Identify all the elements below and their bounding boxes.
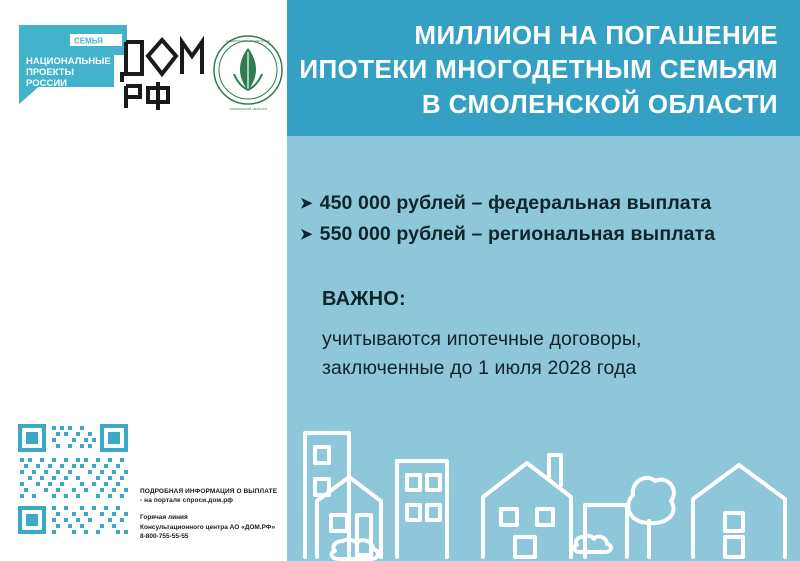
svg-text:АДМИНИСТРАЦИЯ РЕГИОНА: АДМИНИСТРАЦИЯ РЕГИОНА	[226, 39, 270, 43]
info-title: ПОДРОБНАЯ ИНФОРМАЦИЯ О ВЫПЛАТЕ - на портале спроси.дом.рф	[140, 488, 278, 505]
arrow-bullet-icon: ➤	[300, 195, 313, 212]
svg-text:ПРОЕКТЫ: ПРОЕКТЫ	[26, 67, 74, 78]
hotline-org: Консультационного центра АО «ДОМ.РФ»	[140, 523, 276, 531]
payments-list	[300, 192, 790, 254]
payment-federal-text: 450 000 рублей – федеральная выплата	[319, 192, 712, 214]
title-line-1: МИЛЛИОН НА ПОГАШЕНИЕ	[414, 20, 778, 50]
important-title: ВАЖНО:	[322, 288, 406, 310]
title-line-3: В СМОЛЕНСКОЙ ОБЛАСТИ	[421, 88, 778, 119]
hotline-label: Горячая линия	[140, 513, 188, 521]
svg-text:РОССИИ: РОССИИ	[26, 78, 67, 89]
list-item	[300, 223, 790, 246]
page-title	[297, 18, 790, 121]
payment-regional-text: 550 000 рублей – региональная выплата	[319, 223, 716, 245]
region-emblem	[212, 22, 284, 118]
left-column	[0, 0, 287, 561]
important-line-2: заключенные до 1 июля 2028 года	[322, 357, 637, 380]
skyline-illustration	[287, 381, 800, 561]
domrf-logo	[118, 30, 204, 110]
svg-text:СЕМЬЯ: СЕМЬЯ	[74, 36, 103, 46]
national-projects-logo	[18, 24, 128, 106]
hotline-block	[140, 513, 280, 542]
qr-code[interactable]	[14, 420, 132, 538]
important-line-1: учитываются ипотечные договоры,	[322, 328, 642, 350]
hotline-phone: 8-800-755-55-55	[140, 533, 189, 541]
title-line-2: ИПОТЕКИ МНОГОДЕТНЫМ СЕМЬЯМ	[299, 54, 778, 85]
svg-text:СМОЛЕНСКОЙ ОБЛАСТИ: СМОЛЕНСКОЙ ОБЛАСТИ	[229, 107, 267, 111]
important-note	[322, 288, 792, 384]
arrow-bullet-icon: ➤	[300, 226, 313, 243]
list-item	[300, 192, 790, 215]
svg-text:НАЦИОНАЛЬНЫЕ: НАЦИОНАЛЬНЫЕ	[26, 56, 111, 67]
footer-info	[140, 487, 280, 542]
